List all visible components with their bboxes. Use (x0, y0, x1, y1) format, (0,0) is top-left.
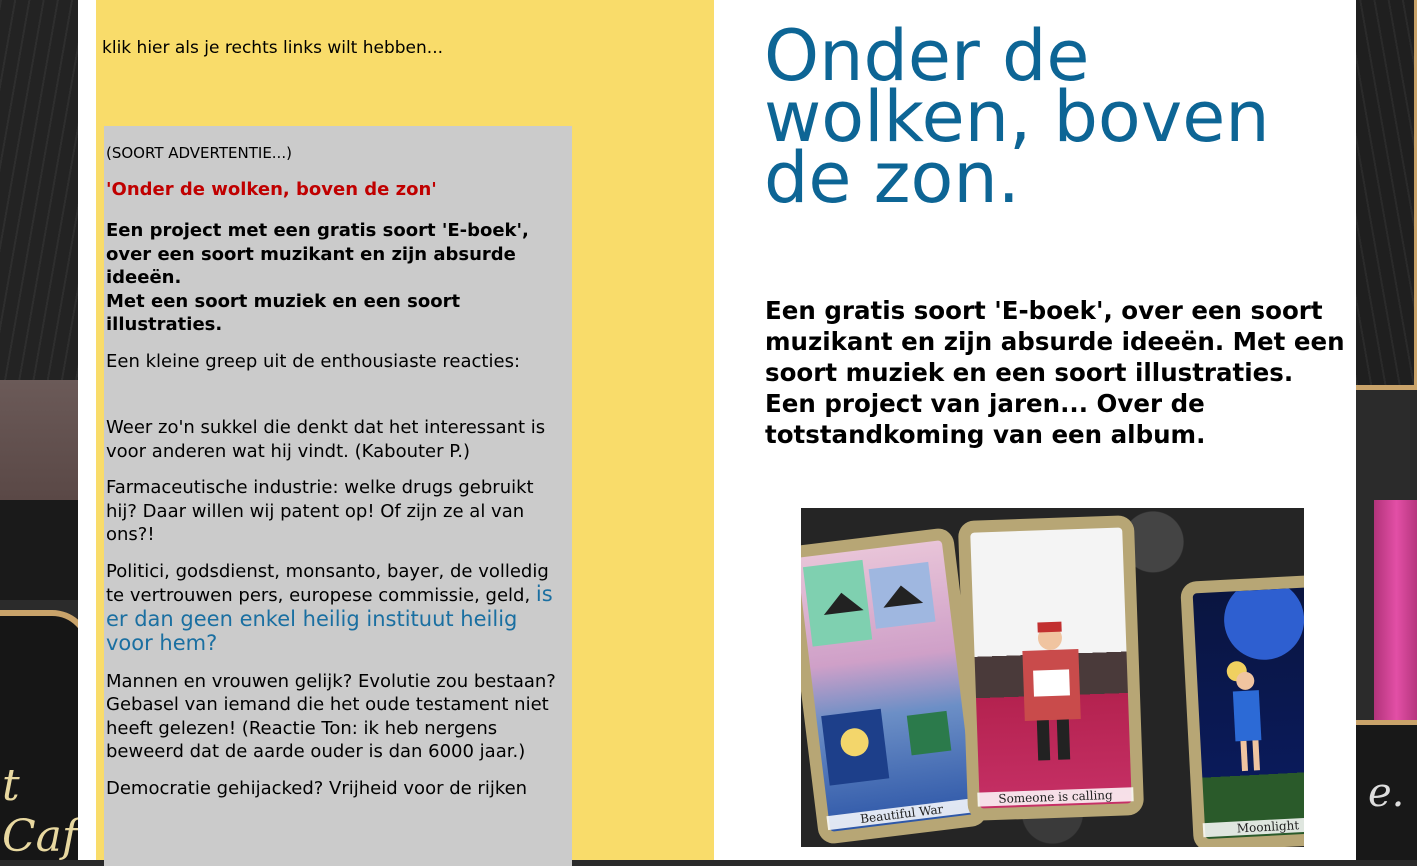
cafe-sign-text: t Caf (2, 760, 78, 860)
page-subtitle: Een gratis soort 'E-boek', over een soort muzikant en zijn absurde ideeën. Met een soort muziek en een soort illustraties. Een project van jaren... Over de totstandkoming van een album. (765, 296, 1345, 449)
background-photo-left (0, 0, 78, 860)
cards-photo (801, 508, 1304, 847)
chalkboard-left (0, 0, 78, 380)
reaction-item (106, 560, 568, 657)
ad-title: 'Onder de wolken, boven de zon' (106, 179, 437, 200)
reaction-item: Democratie gehijacked? Vrijheid voor de rijken (106, 777, 528, 799)
ad-description-line2: Met een soort muziek en een soort illustraties. (106, 290, 461, 335)
reaction-highlight: is er dan geen enkel heilig instituut heilig voor hem? (106, 582, 553, 655)
left-column-edge (78, 0, 96, 860)
illustration-card (958, 515, 1144, 821)
swap-columns-link[interactable]: klik hier als je rechts links wilt hebben... (102, 38, 444, 58)
ad-label: (SOORT ADVERTENTIE...) (106, 144, 292, 162)
reaction-item: Weer zo'n sukkel die denkt dat het interessant is voor anderen wat hij vindt. (Kabouter P.) (106, 417, 546, 462)
advertisement-box (104, 126, 572, 866)
page-title: Onder de wolken, boven de zon. (764, 15, 1270, 219)
illustration-card (1180, 574, 1304, 847)
reactions-intro: Een kleine greep uit de enthousiaste reacties: (106, 350, 521, 372)
reaction-item: Mannen en vrouwen gelijk? Evolutie zou bestaan? Gebasel van iemand die het oude testament niet heeft gelezen! (Reactie Ton: ik heb nergens beweerd dat de aarde ouder is dan 6000 jaar.) (106, 670, 556, 762)
pink-figure (1374, 500, 1417, 730)
ad-description (106, 219, 568, 337)
reaction-text: Politici, godsdienst, monsanto, bayer, de volledig te vertrouwen pers, europese commissie, geld, (106, 560, 549, 606)
card-caption: Moonlight (1203, 816, 1304, 837)
card-caption: Someone is calling (977, 787, 1133, 806)
chalkboard-right-text: e. (1368, 770, 1405, 816)
chalkboard-right (1356, 0, 1417, 390)
reaction-item: Farmaceutische industrie: welke drugs gebruikt hij? Daar willen wij patent op! Of zijn ze al van ons?! (106, 477, 534, 545)
ad-description-line1: Een project met een gratis soort 'E-boek', over een soort muzikant en zijn absurde ideeën. (106, 220, 529, 288)
background-photo-right (1356, 0, 1417, 860)
card-caption: Beautiful War (826, 798, 977, 830)
